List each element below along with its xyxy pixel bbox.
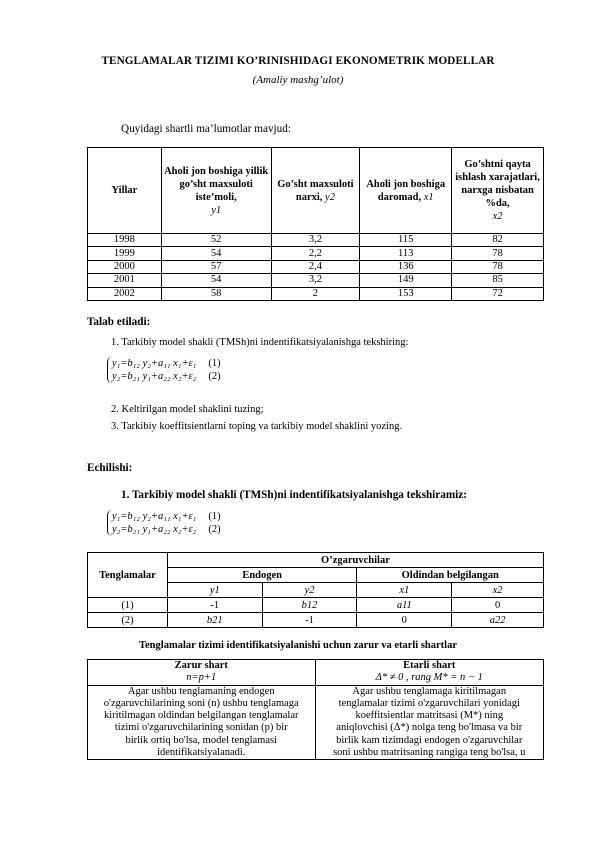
- variables-group-label: O’zgaruvchilar: [167, 553, 543, 568]
- table-row: 2001 54 3,2 149 85: [88, 274, 544, 287]
- page-title: TENGLAMALAR TIZIMI KO’RINISHIDAGI EKONOMETRIK MODELLAR: [101, 55, 495, 67]
- table-row: (1) -1 b12 a11 0: [88, 598, 544, 613]
- table-row: 1999 54 2,2 113 78: [88, 247, 544, 260]
- equations-col-label: Tenglamalar: [88, 553, 168, 598]
- sufficient-text: Agar ushbu tenglamaga kiritilmagan tenglamalar tizimi o'zgaruvchilari yonidagi koeffitsientlar matritsasi (M*) ning aniqlovchisi (Δ*) nolga teng bo'lmasa va bir birlik kam tizimdagi endogen o'zgaruvchilar soni ushbu matritsaning rangiga teng bo'lsa, u: [315, 685, 543, 760]
- equation-2: y₂=b₂₁ y₁+a₂₂ x₂+ε₂ (2): [112, 524, 221, 535]
- sufficient-header: Etarli shart Δ* ≠ 0 , rang M* = n − 1: [315, 660, 543, 686]
- equation-system-1: [112, 357, 221, 383]
- variables-table: Tenglamalar O’zgaruvchilar Endogen Oldindan belgilangan y1 y2 x1 x2 (1) -1 b12 a11 0 (2) b21 -1 0 a22: [87, 552, 544, 628]
- intro-text: Quyidagi shartli ma’lumotlar mavjud:: [121, 123, 291, 135]
- necessary-header: Zarur shart n=p+1: [88, 660, 316, 686]
- header-years: Yillar: [88, 148, 162, 234]
- equation-system-2: [112, 510, 221, 536]
- task-3: 3. Tarkibiy koeffitsientlarni toping va tarkibiy model shaklini yozing.: [111, 421, 403, 432]
- table-row: 1998 52 3,2 115 82: [88, 234, 544, 247]
- header-x1: Aholi jon boshiga daromad, x1: [360, 148, 452, 234]
- table-row: 2000 57 2,4 136 78: [88, 260, 544, 273]
- task-2: 2. Keltirilgan model shaklini tuzing;: [111, 404, 264, 415]
- page-subtitle: (Amaliy mashg’ulot): [252, 74, 344, 86]
- brace-icon: [107, 357, 113, 383]
- table-row: (2) b21 -1 0 a22: [88, 613, 544, 628]
- step-1-heading: 1. Tarkibiy model shakli (TMSh)ni indentifikatsiyalanishga tekshiramiz:: [121, 489, 467, 501]
- equation-1: y₁=b₁₂ y₂+a₁₁ x₁+ε₁ (1): [112, 358, 221, 369]
- header-x2: Go’shtni qayta ishlash xarajatlari, narxga nisbatan %da, x2: [452, 148, 544, 234]
- predetermined-label: Oldindan belgilangan: [357, 568, 544, 583]
- data-table: [87, 147, 544, 301]
- conditions-table: [87, 659, 544, 760]
- equation-2: y₂=b₂₁ y₁+a₂₂ x₂+ε₂ (2): [112, 371, 221, 382]
- conditions-caption: Tenglamalar tizimi identifikatsiyalanishi uchun zarur va etarli shartlar: [138, 640, 458, 651]
- endogen-label: Endogen: [167, 568, 357, 583]
- solution-heading: Echilishi:: [87, 462, 133, 474]
- header-y1: Aholi jon boshiga yillik go’sht maxsuloti iste’moli, y1: [161, 148, 271, 234]
- header-y2: Go’sht maxsuloti narxi, y2: [271, 148, 360, 234]
- brace-icon: [107, 510, 113, 536]
- requirements-heading: Talab etiladi:: [87, 316, 151, 328]
- table-row: 2002 58 2 153 72: [88, 287, 544, 300]
- necessary-text: Agar ushbu tenglamaning endogen o'zgaruvchilarining soni (n) ushbu tenglamaga kiritilmagan oldindan belgilangan tenglamalar tizimi o'zgaruvchilarining sonidan (p) bir birlik ortiq bo'lsa, model tenglamasi identifikatsiyalanadi.: [88, 685, 316, 760]
- task-1: 1. Tarkibiy model shakli (TMSh)ni indentifikatsiyalanishga tekshiring:: [111, 337, 409, 348]
- equation-1: y₁=b₁₂ y₂+a₁₁ x₁+ε₁ (1): [112, 511, 221, 522]
